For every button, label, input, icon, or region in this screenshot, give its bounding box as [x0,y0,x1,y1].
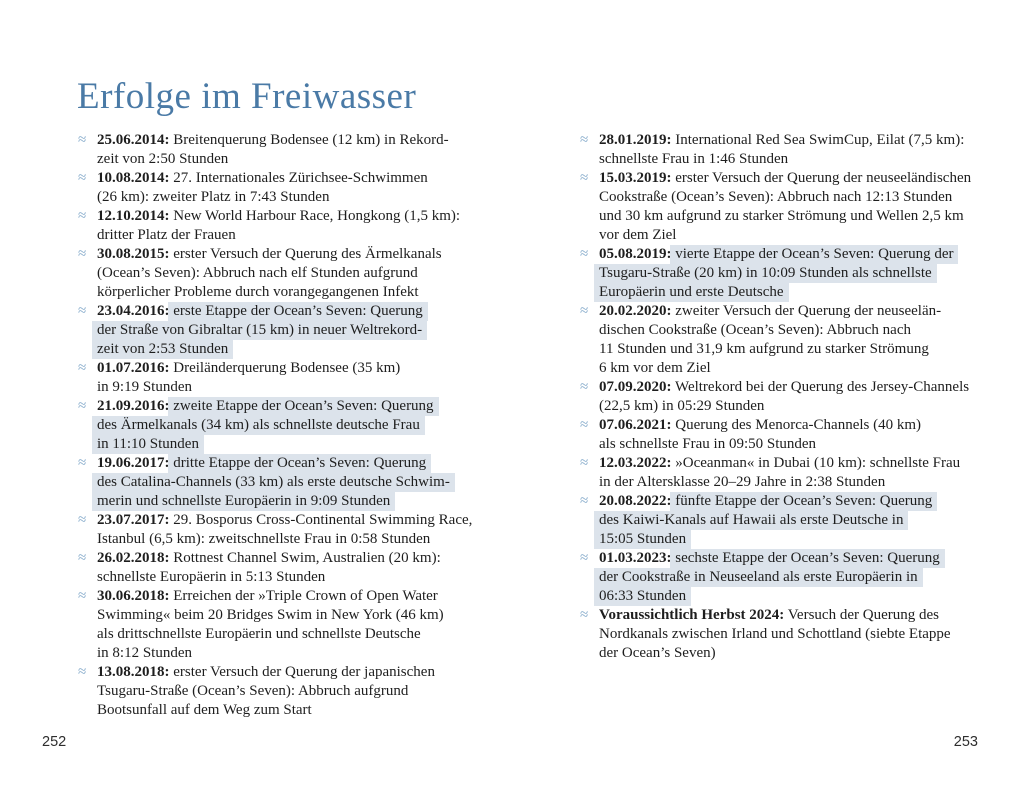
entry-date: 07.06.2021: [599,417,672,433]
entry-line [97,625,520,644]
entry-text: schnellste Frau in 1:46 Stunden [599,151,789,167]
entry-line [97,701,520,720]
achievement-entry [580,549,962,606]
entry-line [580,492,962,511]
entry-text: 29. Bosporus Cross-Continental Swimming Race, [173,512,473,528]
entry-text: dischen Cookstraße (Ocean’s Seven): Abbruch nach [599,322,911,338]
entry-text: erster Versuch der Querung der neuseeländischen [675,170,972,186]
entry-date: 15.03.2019: [599,170,672,186]
entry-line [599,150,962,169]
entry-text: und 30 km aufgrund zu starker Strömung und Wellen 2,5 km [599,208,964,224]
approx-bullet-icon: ≈ [78,664,87,680]
entry-line [599,264,962,283]
entry-text-highlighted: der Cookstraße in Neuseeland als erste Europäerin in [599,569,918,585]
entry-text: Bootsunfall auf dem Weg zum Start [97,702,312,718]
entry-line [78,549,520,568]
entry-line [78,587,520,606]
entry-text-highlighted: 15:05 Stunden [599,531,687,547]
entry-text: Tsugaru-Straße (Ocean’s Seven): Abbruch aufgrund [97,683,409,699]
entry-text: Querung des Menorca-Channels (40 km) [675,417,922,433]
entry-text-highlighted: merin und schnellste Europäerin in 9:09 Stunden [97,493,391,509]
entry-line [580,302,962,321]
entry-text-highlighted: 06:33 Stunden [599,588,687,604]
entry-text: als schnellste Frau in 09:50 Stunden [599,436,817,452]
entry-line [78,302,520,321]
entry-line [78,245,520,264]
entry-line [97,530,520,549]
entry-date: 07.09.2020: [599,379,672,395]
entry-text: Istanbul (6,5 km): zweitschnellste Frau in 0:58 Stunden [97,531,431,547]
entry-text-highlighted: fünfte Etappe der Ocean’s Seven: Querung [675,493,933,509]
entry-line [97,606,520,625]
entry-date: 25.06.2014: [97,132,170,148]
entry-line [78,207,520,226]
entry-line [580,454,962,473]
entry-line [97,568,520,587]
approx-bullet-icon: ≈ [580,170,589,186]
approx-bullet-icon: ≈ [580,379,589,395]
entry-text: Versuch der Querung des [787,607,939,623]
entry-date: 01.07.2016: [97,360,170,376]
entry-text: körperlicher Probleme durch vorangegangenen Infekt [97,284,419,300]
approx-bullet-icon: ≈ [78,246,87,262]
entry-text-highlighted: zweite Etappe der Ocean’s Seven: Querung [173,398,434,414]
entry-line [580,549,962,568]
entry-text-highlighted: des Ärmelkanals (34 km) als schnellste deutsche Frau [97,417,420,433]
achievement-entry [78,663,520,720]
entry-text: (Ocean’s Seven): Abbruch nach elf Stunden aufgrund [97,265,418,281]
entry-line [78,359,520,378]
entry-text: zweiter Versuch der Querung der neuseelän- [675,303,942,319]
entry-line [580,131,965,150]
entry-text: erster Versuch der Querung der japanischen [173,664,435,680]
entry-text-highlighted: der Straße von Gibraltar (15 km) in neuer Weltrekord- [97,322,423,338]
entry-text: Cookstraße (Ocean’s Seven): Abbruch nach 12:13 Stunden [599,189,953,205]
entry-text: 11 Stunden und 31,9 km aufgrund zu starker Strömung [599,341,929,357]
approx-bullet-icon: ≈ [78,455,87,471]
entry-text: (22,5 km) in 05:29 Stunden [599,398,765,414]
entry-line [97,435,520,454]
approx-bullet-icon: ≈ [580,303,589,319]
achievement-entry [580,492,962,549]
entry-text: vor dem Ziel [599,227,677,243]
achievement-entry [580,378,970,416]
approx-bullet-icon: ≈ [580,246,589,262]
entry-date: 12.03.2022: [599,455,672,471]
entry-line [78,511,520,530]
entry-line [599,283,962,302]
entry-text: 27. Internationales Zürichsee-Schwimmen [173,170,428,186]
entry-text: als drittschnellste Europäerin und schnellste Deutsche [97,626,421,642]
entry-line [97,644,520,663]
entry-line [599,397,962,416]
entry-date: 21.09.2016: [97,398,170,414]
entry-date: 05.08.2019: [599,246,672,262]
entry-text: in 8:12 Stunden [97,645,193,661]
entry-date: 28.01.2019: [599,132,672,148]
achievement-entry [580,454,962,492]
entry-line [599,226,962,245]
achievement-entry [580,169,972,245]
entry-text: (26 km): zweiter Platz in 7:43 Stunden [97,189,330,205]
entry-line [97,340,520,359]
entry-date: 23.07.2017: [97,512,170,528]
entry-text-highlighted: zeit von 2:53 Stunden [97,341,229,357]
entry-text: »Oceanman« in Dubai (10 km): schnellste Frau [675,455,961,471]
achievement-entry [78,131,520,169]
entry-line [97,226,520,245]
approx-bullet-icon: ≈ [580,607,589,623]
entry-line [78,131,520,150]
approx-bullet-icon: ≈ [78,588,87,604]
entry-date: 30.06.2018: [97,588,170,604]
approx-bullet-icon: ≈ [78,303,87,319]
entry-line [97,473,520,492]
entry-line [97,321,520,340]
entry-text: zeit von 2:50 Stunden [97,151,229,167]
entry-text-highlighted: erste Etappe der Ocean’s Seven: Querung [173,303,423,319]
entry-line [580,378,970,397]
entry-line [97,188,520,207]
approx-bullet-icon: ≈ [78,360,87,376]
entry-text: 6 km vor dem Ziel [599,360,711,376]
approx-bullet-icon: ≈ [580,493,589,509]
entry-date: 23.04.2016: [97,303,170,319]
entry-line [78,169,520,188]
entry-line [97,150,520,169]
entry-date: 10.08.2014: [97,170,170,186]
entry-text: Erreichen der »Triple Crown of Open Water [173,588,438,604]
achievement-entry [78,245,520,302]
approx-bullet-icon: ≈ [580,550,589,566]
entry-line [97,416,520,435]
entry-line [97,682,520,701]
entry-line [78,663,520,682]
entry-line [97,492,520,511]
entry-text-highlighted: des Kaiwi-Kanals auf Hawaii als erste Deutsche in [599,512,904,528]
entry-text: Weltrekord bei der Querung des Jersey-Channels [674,379,970,395]
entry-text: erster Versuch der Querung des Ärmelkanals [173,246,442,262]
entry-line [580,245,962,264]
entry-text: International Red Sea SwimCup, Eilat (7,5 km): [675,132,965,148]
entry-line [580,416,962,435]
entry-date: 19.06.2017: [97,455,170,471]
achievement-entry [580,131,965,169]
entry-text: Rottnest Channel Swim, Australien (20 km): [173,550,441,566]
entry-text: dritter Platz der Frauen [97,227,236,243]
entry-text: in 9:19 Stunden [97,379,193,395]
entry-line [599,188,962,207]
approx-bullet-icon: ≈ [580,417,589,433]
approx-bullet-icon: ≈ [78,398,87,414]
entry-text: schnellste Europäerin in 5:13 Stunden [97,569,326,585]
approx-bullet-icon: ≈ [580,455,589,471]
entry-line [599,644,962,663]
entry-line [599,321,962,340]
entry-text-highlighted: vierte Etappe der Ocean’s Seven: Querung der [675,246,954,262]
entry-line [580,606,962,625]
achievement-entry [78,359,520,397]
entry-date: 26.02.2018: [97,550,170,566]
entry-line [599,587,962,606]
entry-line [599,207,962,226]
achievement-entry [580,245,962,302]
approx-bullet-icon: ≈ [78,550,87,566]
approx-bullet-icon: ≈ [78,512,87,528]
entry-line [78,454,520,473]
page-number-right: 253 [953,734,978,750]
entry-text: in der Altersklasse 20–29 Jahre in 2:38 Stunden [599,474,886,490]
entry-date: 30.08.2015: [97,246,170,262]
entry-text: Breitenquerung Bodensee (12 km) in Rekord- [173,132,449,148]
achievement-entry [78,207,520,245]
entry-text-highlighted: des Catalina-Channels (33 km) als erste deutsche Schwim- [97,474,450,490]
entry-line [599,625,962,644]
entry-line [599,359,962,378]
entry-line [97,378,520,397]
entry-line [599,511,962,530]
entry-date: Voraussichtlich Herbst 2024: [599,607,785,623]
entry-line [599,435,962,454]
entry-date: 12.10.2014: [97,208,170,224]
entry-date: 01.03.2023: [599,550,672,566]
entry-text-highlighted: Europäerin und erste Deutsche [599,284,784,300]
page-number-left: 252 [42,734,67,750]
entry-text: Dreiländerquerung Bodensee (35 km) [173,360,401,376]
achievement-entry [78,549,520,587]
entry-line [599,473,962,492]
achievement-entry [580,416,962,454]
achievement-entry [78,397,520,454]
approx-bullet-icon: ≈ [78,208,87,224]
achievement-entry [580,302,962,378]
entry-text: New World Harbour Race, Hongkong (1,5 km): [173,208,461,224]
achievement-entry [580,606,962,663]
achievement-entry [78,511,520,549]
entry-line [599,530,962,549]
entry-text: Swimming« beim 20 Bridges Swim in New York (46 km) [97,607,444,623]
entry-text: Nordkanals zwischen Irland und Schottland (siebte Etappe [599,626,951,642]
entry-date: 13.08.2018: [97,664,170,680]
entry-date: 20.02.2020: [599,303,672,319]
approx-bullet-icon: ≈ [78,132,87,148]
entry-line [78,397,520,416]
approx-bullet-icon: ≈ [78,170,87,186]
entry-line [599,340,962,359]
entry-date: 20.08.2022: [599,493,672,509]
achievements-column-right [580,131,972,663]
entry-text-highlighted: sechste Etappe der Ocean’s Seven: Querung [675,550,940,566]
page-title: Erfolge im Freiwasser [77,76,417,117]
entry-line [599,568,962,587]
achievement-entry [78,454,520,511]
achievement-entry [78,587,520,663]
entry-text-highlighted: dritte Etappe der Ocean’s Seven: Querung [173,455,427,471]
achievements-column-left [78,131,520,720]
approx-bullet-icon: ≈ [580,132,589,148]
entry-text-highlighted: in 11:10 Stunden [97,436,199,452]
entry-line [580,169,972,188]
achievement-entry [78,302,520,359]
entry-line [97,264,520,283]
entry-text-highlighted: Tsugaru-Straße (20 km) in 10:09 Stunden als schnellste [599,265,932,281]
achievement-entry [78,169,520,207]
entry-line [97,283,520,302]
entry-text: der Ocean’s Seven) [599,645,716,661]
